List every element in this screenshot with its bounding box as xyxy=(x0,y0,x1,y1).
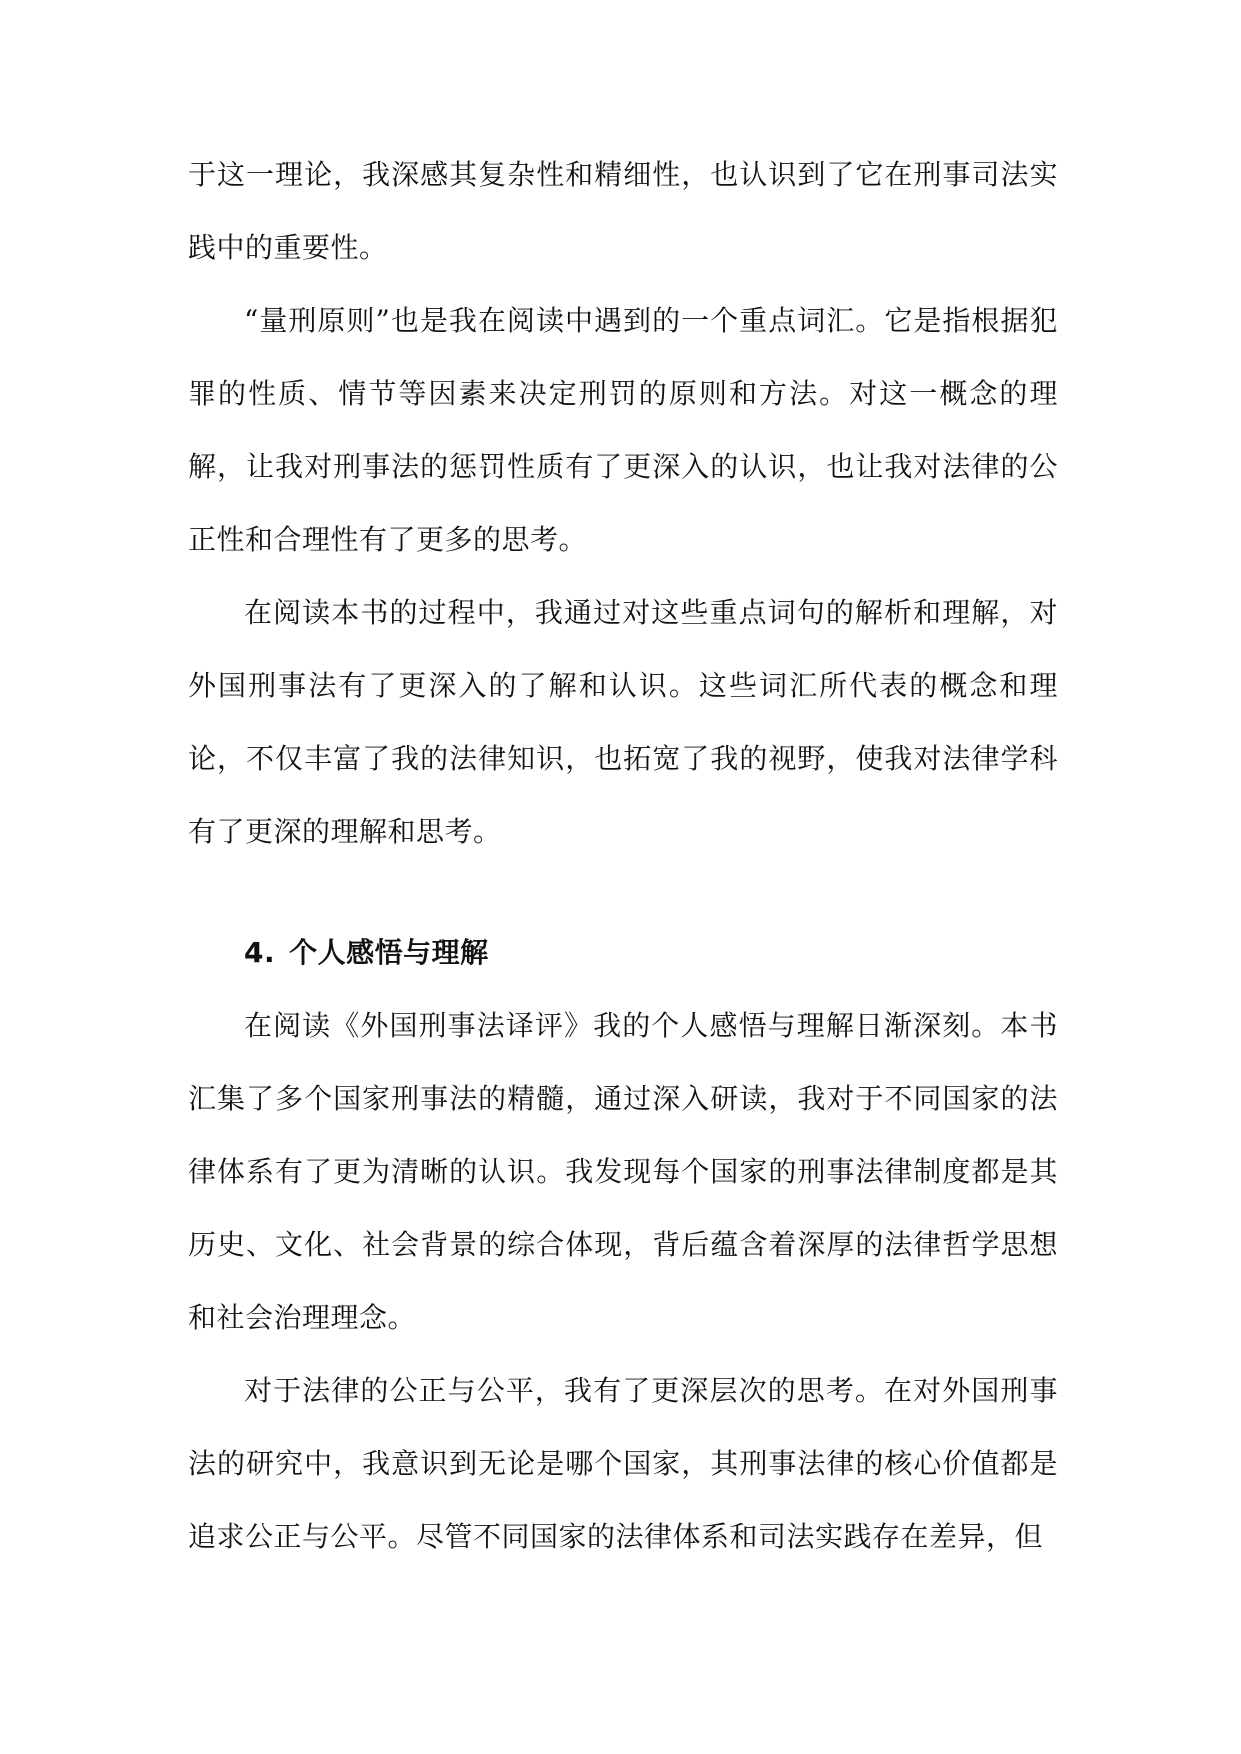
paragraph-1: 于这一理论，我深感其复杂性和精细性，也认识到了它在刑事司法实践中的重要性。 xyxy=(188,158,1058,264)
paragraph-3: 在阅读本书的过程中，我通过对这些重点词句的解析和理解，对外国刑事法有了更深入的了解和认识。这些词汇所代表的概念和理论，不仅丰富了我的法律知识，也拓宽了我的视野，使我对法律学科有了更深的理解和思考。 xyxy=(188,596,1058,848)
section-number: 4. xyxy=(244,936,276,969)
paragraph-4: 在阅读《外国刑事法译评》我的个人感悟与理解日渐深刻。本书汇集了多个国家刑事法的精髓，通过深入研读，我对于不同国家的法律体系有了更为清晰的认识。我发现每个国家的刑事法律制度都是其历史、文化、社会背景的综合体现，背后蕴含着深厚的法律哲学思想和社会治理理念。 xyxy=(188,1009,1058,1334)
document-page xyxy=(188,138,1058,1573)
paragraph-2: “量刑原则”也是我在阅读中遇到的一个重点词汇。它是指根据犯罪的性质、情节等因素来决定刑罚的原则和方法。对这一概念的理解，让我对刑事法的惩罚性质有了更深入的认识，也让我对法律的公正性和合理性有了更多的思考。 xyxy=(188,304,1058,556)
section-title: 个人感悟与理解 xyxy=(289,936,489,969)
section-heading xyxy=(188,916,1058,989)
paragraph-5: 对于法律的公正与公平，我有了更深层次的思考。在对外国刑事法的研究中，我意识到无论是哪个国家，其刑事法律的核心价值都是追求公正与公平。尽管不同国家的法律体系和司法实践存在差异，但 xyxy=(188,1374,1058,1553)
